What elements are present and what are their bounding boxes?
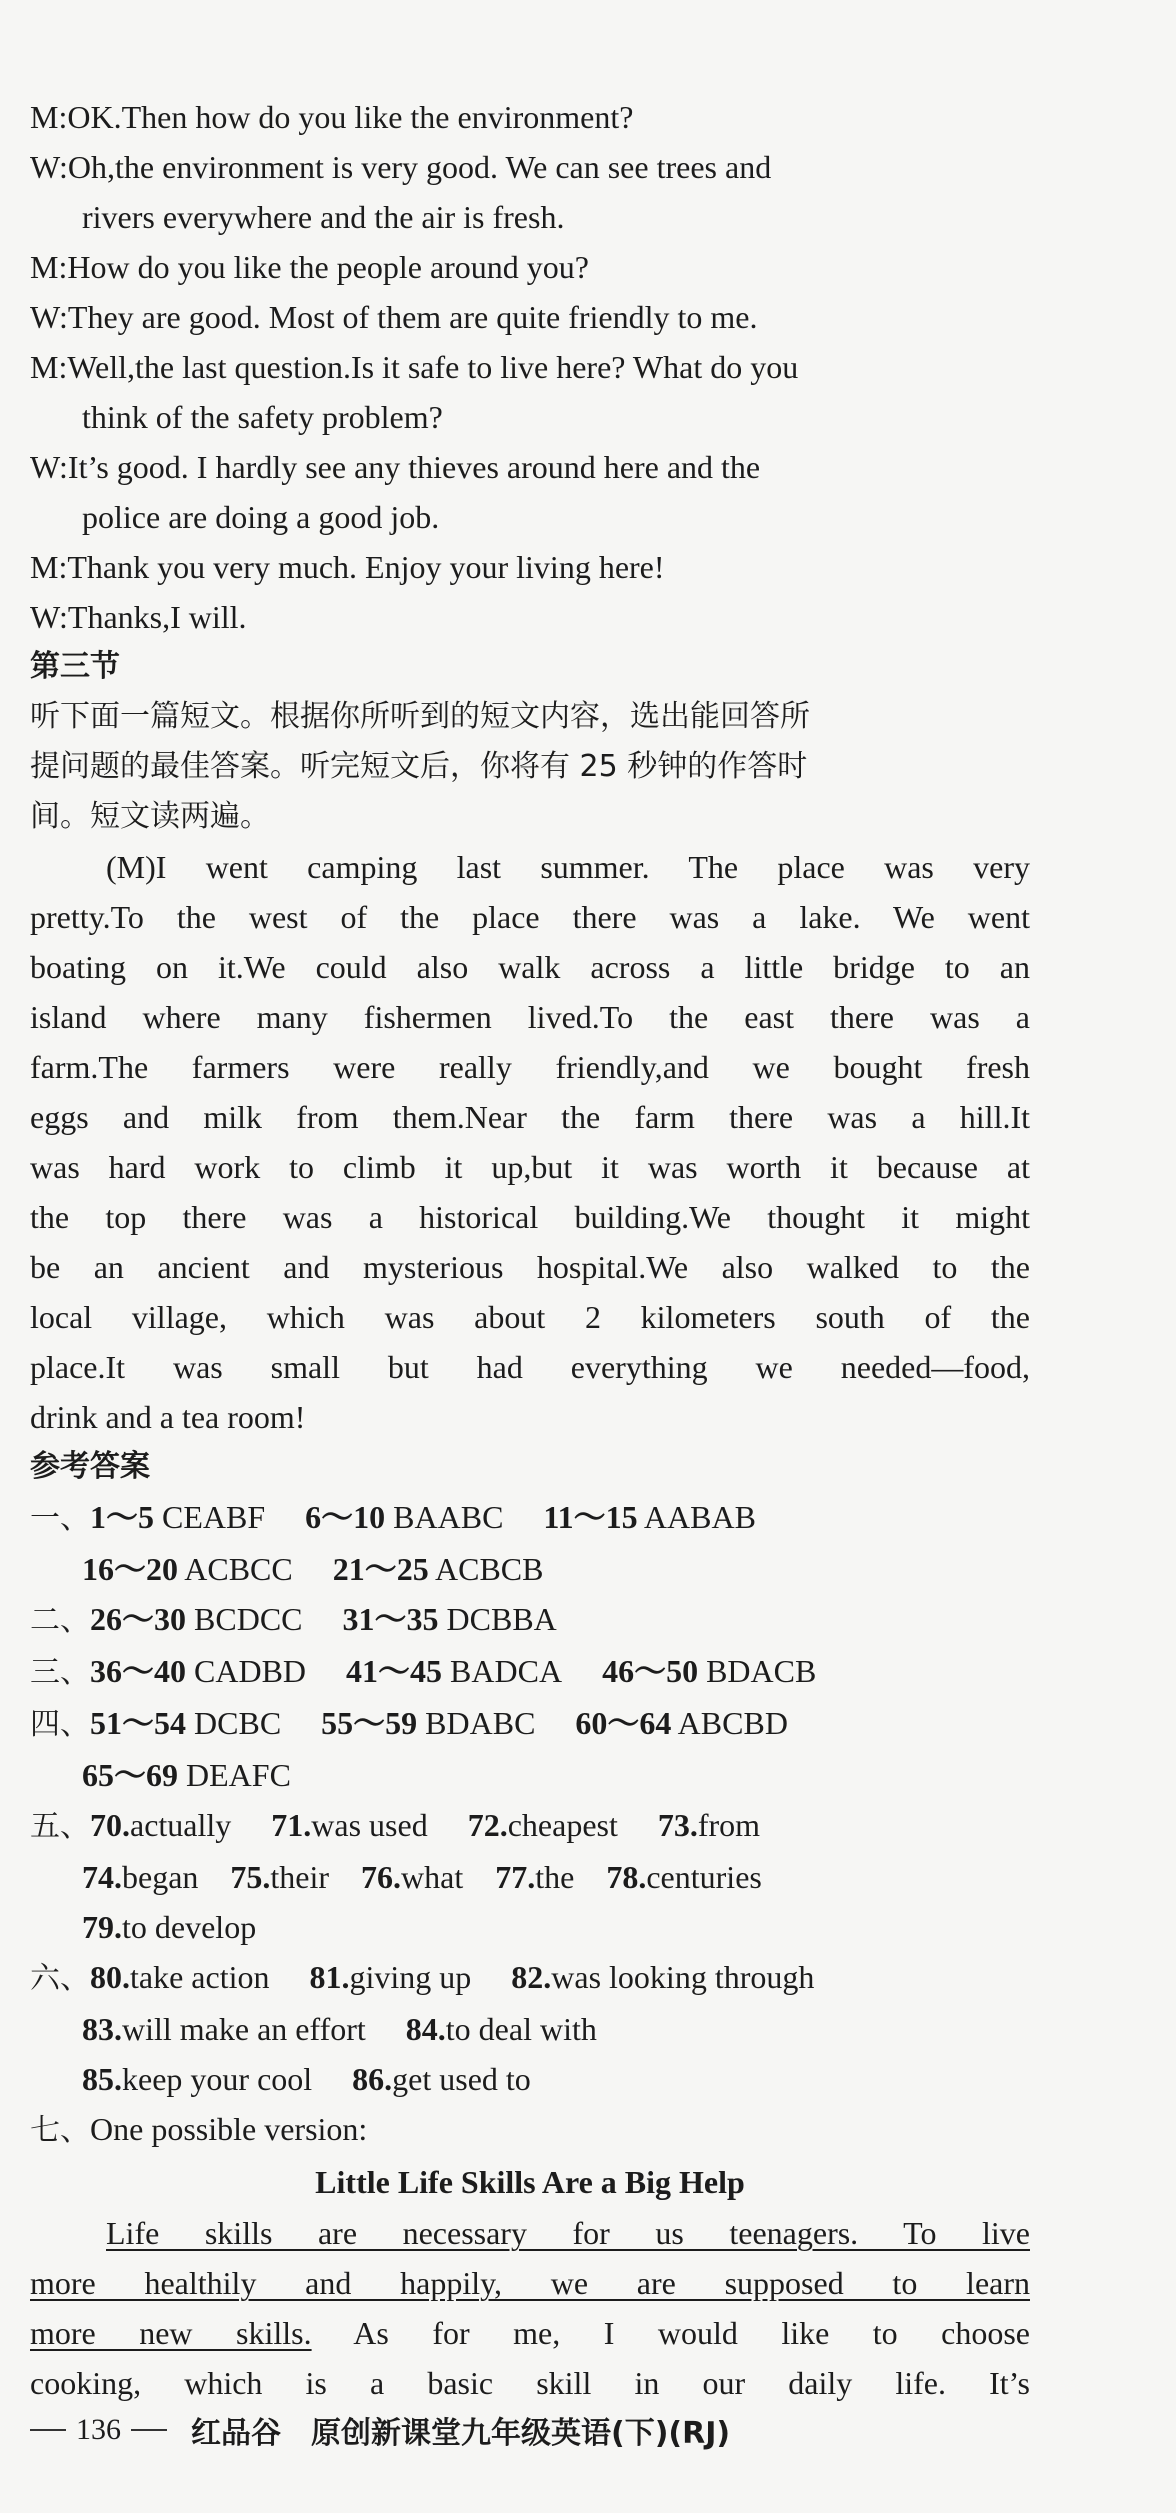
speaker: W [30,299,60,335]
dialogue-text: Oh,the environment is very good. We can see trees and [67,149,772,185]
answer-value: was looking through [551,1959,815,1995]
essay-line [30,2308,1030,2358]
dialogue-text: How do you like the people around you? [67,249,589,285]
answer-value: keep your cool [122,2061,313,2097]
item-number: 70. [90,1807,130,1843]
dialogue-text: It’s good. I hardly see any thieves around here and the [67,449,761,485]
item-number: 83. [82,2011,122,2047]
answer-value: their [270,1859,330,1895]
dialogue-line: M:Well,the last question.Is it safe to live here? What do you [30,349,799,385]
answer-range: 46～50 [602,1653,699,1689]
answer-range: 41～45 [346,1653,443,1689]
answer-value: CEABF [162,1499,266,1535]
answer-value: began [122,1859,199,1895]
answer-value: cheapest [507,1807,618,1843]
dialogue-continuation: rivers everywhere and the air is fresh. [82,199,565,235]
item-number: 85. [82,2061,122,2097]
section-marker: 七、 [30,2113,90,2148]
underlined-text: Life skills are necessary for us teenagers. To live [106,2215,1030,2251]
answer-value: take action [130,1959,270,1995]
answer-value: BADCA [450,1653,563,1689]
dialogue-line: M:OK.Then how do you like the environment? [30,99,634,135]
answer-row [30,2104,1030,2156]
dialogue-line: W:It’s good. I hardly see any thieves around here and the [30,449,761,485]
speaker: M [30,549,59,585]
answer-value: ACBCC [184,1551,293,1587]
item-number: 80. [90,1959,130,1995]
passage-line: (M)I went camping last summer. The place was very [106,849,1030,885]
item-number: 71. [271,1807,312,1843]
item-number: 84. [405,2011,446,2047]
answer-value: actually [130,1807,232,1843]
answer-row [30,1492,1030,1544]
speaker: W [30,599,60,635]
answer-value: get used to [392,2061,531,2097]
answer-range: 11～15 [543,1499,638,1535]
answer-value: BCDCC [194,1601,303,1637]
answer-range: 1～5 [90,1499,155,1535]
answer-range: 36～40 [90,1653,187,1689]
section-marker: 一、 [30,1501,90,1536]
passage-line: place.It was small but had everything we needed—food, [30,1349,1030,1385]
answer-value: ABCBD [677,1705,788,1741]
dialogue-text: OK.Then how do you like the environment? [67,99,634,135]
book-title: 原创新课堂九年级英语(下)(RJ) [311,2416,731,2451]
passage-line: drink and a tea room! [30,1399,306,1435]
answer-row [30,1952,1030,2004]
instruction-line: 提问题的最佳答案。听完短文后，你将有 25 秒钟的作答时 [30,749,808,784]
answer-value: AABAB [643,1499,756,1535]
answer-value: DEAFC [186,1757,291,1793]
item-number: 77. [495,1859,536,1895]
answer-range: 6～10 [305,1499,386,1535]
passage-line: island where many fishermen lived.To the east there was a [30,999,1030,1035]
answer-range: 31～35 [342,1601,439,1637]
dialogue-line: W:Oh,the environment is very good. We can see trees and [30,149,772,185]
item-number: 74. [82,1859,122,1895]
dialogue-text: Thanks,I will. [67,599,247,635]
passage-line: be an ancient and mysterious hospital.We also walked to the [30,1249,1030,1285]
footer-dash [30,2429,66,2431]
section-heading: 第三节 [30,649,120,684]
item-number: 78. [606,1859,647,1895]
answer-row [30,1902,1030,1952]
passage-line: pretty.To the west of the place there was a lake. We went [30,899,1030,935]
passage-line: the top there was a historical building.We thought it might [30,1199,1030,1235]
answer-value: ACBCB [434,1551,544,1587]
essay-line [30,2208,1030,2258]
answer-intro: One possible version: [90,2111,368,2147]
dialogue-line: M:Thank you very much. Enjoy your living here! [30,549,665,585]
section-marker: 二、 [30,1603,90,1638]
speaker: W [30,449,60,485]
essay-text: As for me, I would like to choose [311,2315,1030,2351]
answer-row [30,1594,1030,1646]
answer-row [30,1544,1030,1594]
answer-row [30,1852,1030,1902]
section-marker: 五、 [30,1809,90,1844]
answers-heading: 参考答案 [30,1449,150,1484]
answer-row [30,1698,1030,1750]
dialogue-line: W:Thanks,I will. [30,599,247,635]
underlined-text: more new skills. [30,2315,312,2351]
answer-value: centuries [646,1859,762,1895]
passage-line: farm.The farmers were really friendly,and we bought fresh [30,1049,1030,1085]
answer-value: BDACB [706,1653,817,1689]
answer-value: what [401,1859,464,1895]
passage-line: was hard work to climb it up,but it was worth it because at [30,1149,1030,1185]
item-number: 75. [230,1859,271,1895]
page-content [30,92,1030,2408]
essay-line [30,2258,1030,2308]
dialogue-text: Well,the last question.Is it safe to live here? What do you [67,349,799,385]
speaker: M [30,349,59,385]
speaker: M [30,249,59,285]
dialogue-line: M:How do you like the people around you? [30,249,589,285]
footer-dash [131,2429,167,2431]
answer-value: was used [311,1807,428,1843]
answer-row [30,2004,1030,2054]
dialogue-continuation: police are doing a good job. [82,499,440,535]
answer-row [30,1646,1030,1698]
answer-row [30,1800,1030,1852]
item-number: 73. [657,1807,698,1843]
speaker: M [30,99,59,135]
dialogue-text: Thank you very much. Enjoy your living here! [67,549,665,585]
answer-range: 16～20 [82,1551,179,1587]
item-number: 76. [361,1859,402,1895]
answer-range: 60～64 [575,1705,672,1741]
answer-value: will make an effort [122,2011,366,2047]
speaker: W [30,149,60,185]
answer-range: 65～69 [82,1757,179,1793]
answer-value: from [697,1807,761,1843]
dialogue-continuation: think of the safety problem? [82,399,443,435]
answer-row [30,2054,1030,2104]
answer-row [30,1750,1030,1800]
passage-line: eggs and milk from them.Near the farm there was a hill.It [30,1099,1030,1135]
answer-value: DCBC [194,1705,282,1741]
item-number: 81. [309,1959,350,1995]
item-number: 82. [511,1959,552,1995]
answer-value: BDABC [425,1705,536,1741]
dialogue-line: W:They are good. Most of them are quite friendly to me. [30,299,758,335]
essay-title: Little Life Skills Are a Big Help [315,2164,745,2200]
section-marker: 六、 [30,1961,90,1996]
answer-value: to deal with [445,2011,597,2047]
answer-value: CADBD [194,1653,307,1689]
answer-value: to develop [122,1909,257,1945]
section-marker: 四、 [30,1707,90,1742]
answer-value: the [535,1859,575,1895]
dialogue-text: They are good. Most of them are quite friendly to me. [67,299,758,335]
answer-range: 51～54 [90,1705,187,1741]
answer-range: 26～30 [90,1601,187,1637]
answer-range: 55～59 [321,1705,418,1741]
item-number: 72. [467,1807,508,1843]
item-number: 79. [82,1909,122,1945]
page-number: 136 [76,2413,121,2446]
instruction-line: 间。短文读两遍。 [30,799,270,834]
section-marker: 三、 [30,1655,90,1690]
passage-line: boating on it.We could also walk across a little bridge to an [30,949,1030,985]
brand-name: 红品谷 [191,2416,281,2451]
page-footer [30,2408,730,2452]
answer-range: 21～25 [332,1551,429,1587]
essay-line: cooking, which is a basic skill in our daily life. It’s [30,2365,1030,2401]
underlined-text: more healthily and happily, we are supposed to learn [30,2265,1030,2301]
answer-value: BAABC [393,1499,504,1535]
answer-value: giving up [349,1959,472,1995]
instruction-line: 听下面一篇短文。根据你所听到的短文内容，选出能回答所 [30,699,810,734]
answer-value: DCBBA [446,1601,557,1637]
item-number: 86. [352,2061,393,2097]
passage-line: local village, which was about 2 kilometers south of the [30,1299,1030,1335]
